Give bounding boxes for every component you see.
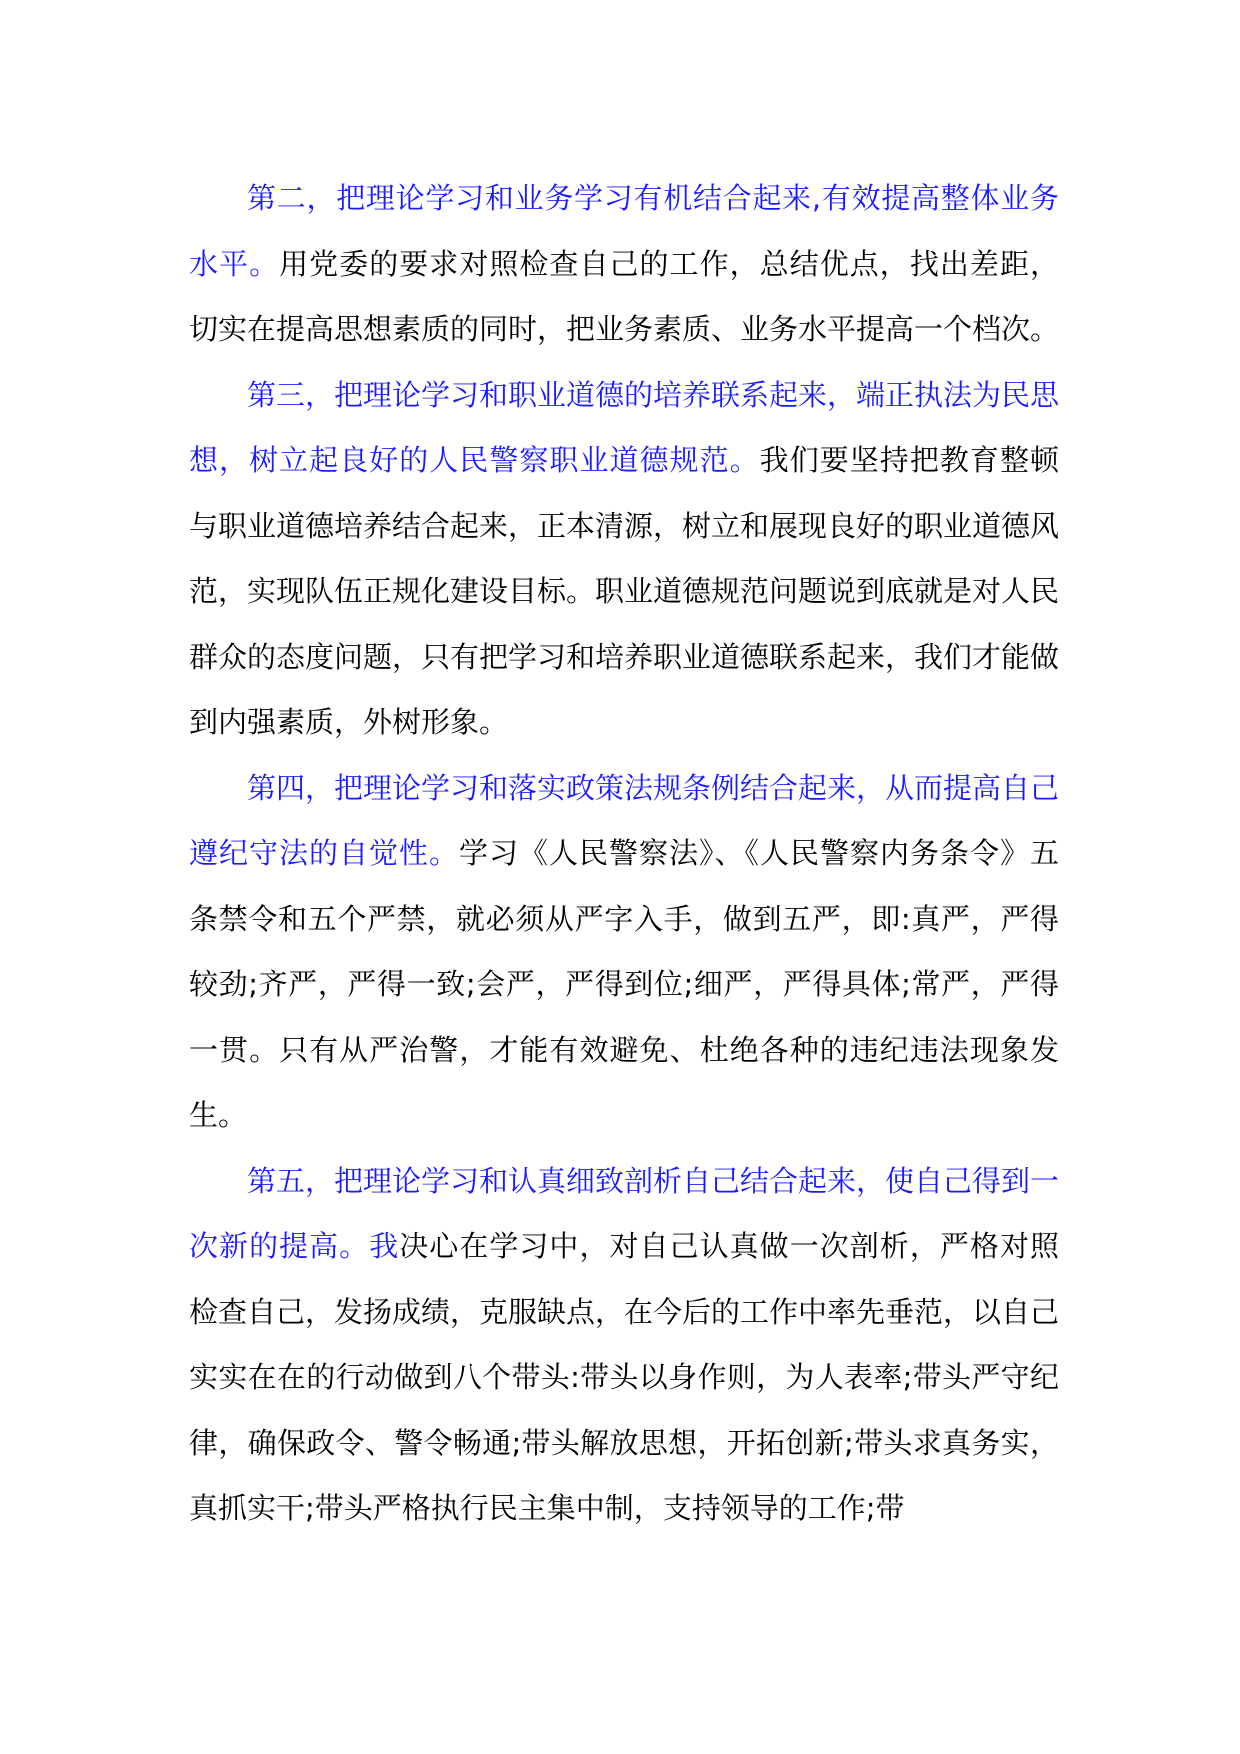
paragraph-text: 我们要坚持把教育整顿与职业道德培养结合起来，正本清源，树立和展现良好的职业道德风范，实现队伍正规化建设目标。职业道德规范问题说到底就是对人民群众的态度问题，只有把学习和培养职业道德联系起来，我们才能做到内强素质，外树形象。 — [189, 443, 1060, 739]
paragraph-text: 用党委的要求对照检查自己的工作，总结优点，找出差距，切实在提高思想素质的同时，把业务素质、业务水平提高一个档次。 — [189, 246, 1060, 346]
paragraph-text: 学习《人民警察法》、《人民警察内务条令》五条禁令和五个严禁，就必须从严字入手，做到五严，即:真严，严得较劲;齐严，严得一致;会严，严得到位;细严，严得具体;常严，严得一贯。只有从严治警，才能有效避免、杜绝各种的违纪违法现象发生。 — [189, 836, 1059, 1132]
paragraph-heading: 第五，把理论学习和认真细致剖析自己结合起来，使自己得到一次新的提高。我 — [189, 1163, 1060, 1263]
paragraph-fourth — [189, 756, 1059, 1149]
paragraph-heading: 第二，把理论学习和业务学习有机结合起来,有效提高整体业务水平。 — [189, 181, 1059, 281]
paragraph-heading: 第三，把理论学习和职业道德的培养联系起来，端正执法为民思想，树立起良好的人民警察职业道德规范。 — [189, 377, 1060, 477]
paragraph-third — [189, 363, 1059, 756]
paragraph-fifth — [189, 1149, 1059, 1542]
paragraph-second — [189, 166, 1059, 363]
document-body — [189, 166, 1059, 1542]
paragraph-heading: 第四，把理论学习和落实政策法规条例结合起来，从而提高自己遵纪守法的自觉性。 — [189, 770, 1060, 870]
paragraph-text: 决心在学习中，对自己认真做一次剖析，严格对照检查自己，发扬成绩，克服缺点，在今后的工作中率先垂范，以自己实实在在的行动做到八个带头:带头以身作则，为人表率;带头严守纪律，确保政令、警令畅通;带头解放思想，开拓创新;带头求真务实，真抓实干;带头严格执行民主集中制，支持领导的工作;带 — [189, 1229, 1060, 1525]
